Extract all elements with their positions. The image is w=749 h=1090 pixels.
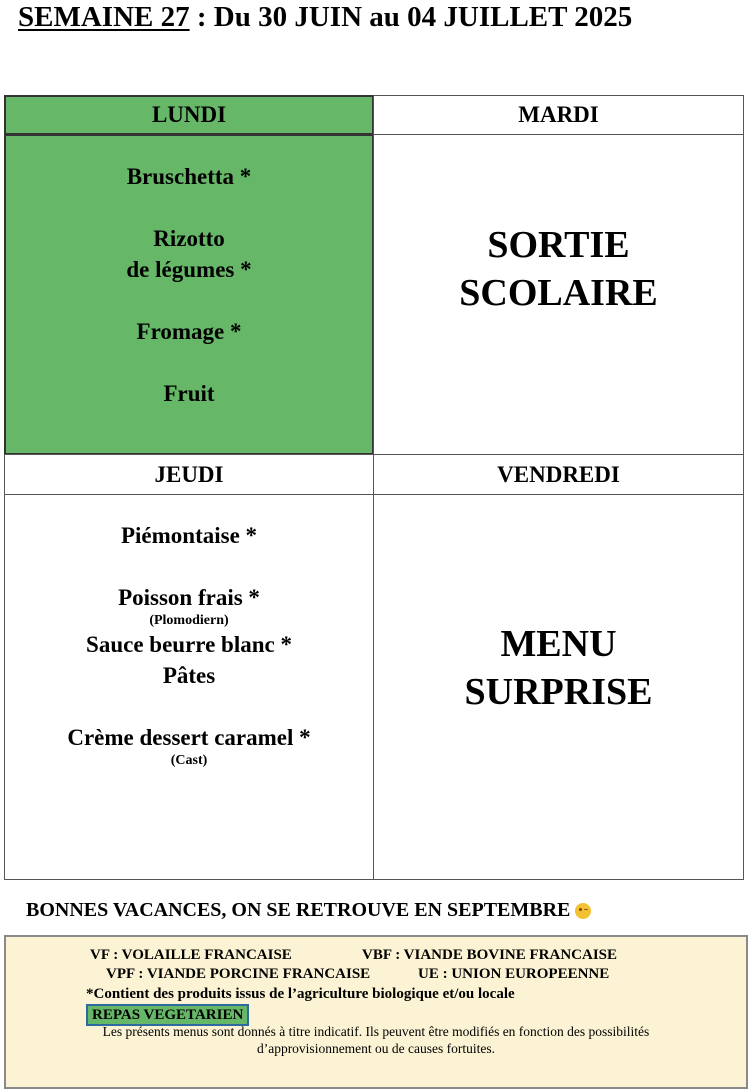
legend-organic-note: *Contient des produits issus de l’agriculture biologique et/ou locale <box>86 986 515 1002</box>
dish-lundi-main-line2: de légumes * <box>126 257 252 282</box>
day-menu-mardi <box>373 134 744 455</box>
week-dates: : Du 30 JUIN au 04 JUILLET 2025 <box>189 1 633 33</box>
legend-vpf: VPF : VIANDE PORCINE FRANCAISE <box>106 966 371 982</box>
menu-grid <box>4 95 744 880</box>
day-name-jeudi: JEUDI <box>154 461 224 487</box>
day-menu-lundi <box>4 134 374 455</box>
winking-face-icon <box>575 903 591 919</box>
disclaimer <box>6 1023 746 1057</box>
day-header-vendredi <box>373 454 744 495</box>
dish-lundi-starter: Bruschetta * <box>126 164 252 189</box>
disclaimer-line2: d’approvisionnement ou de causes fortuites. <box>256 1041 496 1056</box>
dish-lundi-cheese: Fromage * <box>136 319 242 344</box>
day-header-jeudi <box>4 454 374 495</box>
dish-jeudi-starter: Piémontaise * <box>120 523 258 548</box>
day-name-mardi: MARDI <box>518 102 599 127</box>
dish-jeudi-main: Poisson frais * <box>118 585 260 610</box>
dish-jeudi-sauce: Sauce beurre blanc * <box>86 632 292 657</box>
dish-jeudi-dessert-origin: (Cast) <box>170 753 208 768</box>
closing-text: BONNES VACANCES, ON SE RETROUVE EN SEPTEMBRE <box>26 899 571 921</box>
dish-jeudi-main-origin: (Plomodiern) <box>149 613 229 628</box>
disclaimer-line1: Les présents menus sont donnés à titre indicatif. Ils peuvent être modifiés en fonction des possibilités <box>102 1024 650 1039</box>
legend-box <box>4 935 748 1089</box>
dish-jeudi-dessert: Crème dessert caramel * <box>67 725 311 750</box>
week-title <box>18 0 632 34</box>
day-name-lundi: LUNDI <box>151 102 227 127</box>
dish-lundi-main-line1: Rizotto <box>153 226 225 251</box>
week-number: SEMAINE 27 <box>18 1 190 33</box>
legend-vf: VF : VOLAILLE FRANCAISE <box>90 947 292 963</box>
legend-ue: UE : UNION EUROPEENNE <box>418 966 610 982</box>
legend-vbf: VBF : VIANDE BOVINE FRANCAISE <box>362 947 618 963</box>
day-header-mardi <box>373 95 744 135</box>
mardi-note-line2: SCOLAIRE <box>459 272 658 314</box>
day-header-lundi <box>4 95 374 135</box>
closing-message <box>26 899 591 922</box>
dish-lundi-dessert: Fruit <box>163 381 215 406</box>
mardi-note-line1: SORTIE <box>487 224 630 266</box>
day-menu-jeudi <box>4 494 374 880</box>
vendredi-note-line1: MENU <box>500 623 617 665</box>
vendredi-note-line2: SURPRISE <box>464 671 653 713</box>
vegetarian-meal-badge: REPAS VEGETARIEN <box>86 1004 249 1026</box>
dish-jeudi-side: Pâtes <box>162 663 216 688</box>
day-menu-vendredi <box>373 494 744 880</box>
day-name-vendredi: VENDREDI <box>497 461 620 487</box>
